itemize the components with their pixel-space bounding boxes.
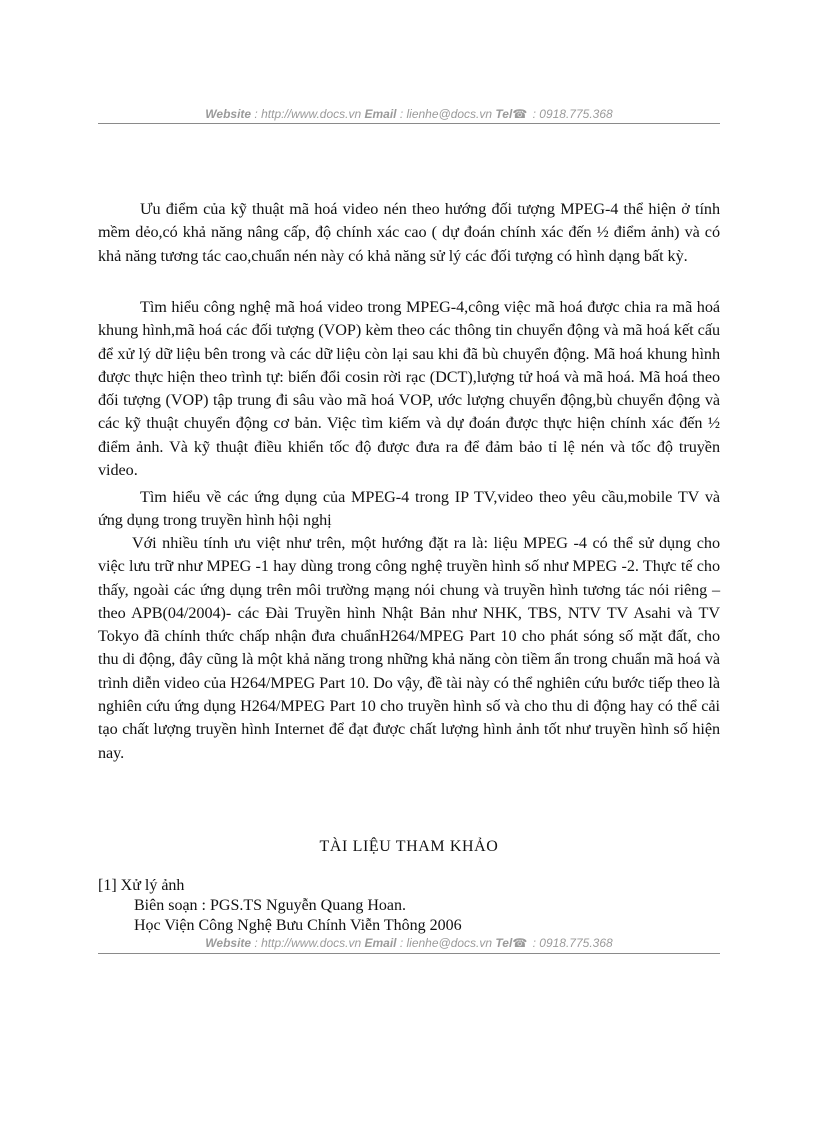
tel-label: Tel bbox=[495, 107, 513, 121]
reference-item-author: Biên soạn : PGS.TS Nguyễn Quang Hoan. bbox=[134, 897, 406, 914]
paragraph-coding-technology: Tìm hiểu công nghệ mã hoá video trong MPEG-4,công việc mã hoá được chia ra mã hoá khung hình,mã hoá các đối tượng (VOP) kèm theo các thông tin chuyển động và mã hoá kết cấu để xử lý dữ liệu bên trong và các dữ liệu còn lại sau khi đã bù chuyển động. Mã hoá khung hình được thực hiện theo trình tự: biến đổi cosin rời rạc (DCT),lượng tử hoá và mã hoá. Mã hoá theo đối tượng (VOP) tập trung đi sâu vào mã hoá VOP, ước lượng chuyển động,bù chuyển động và các kỹ thuật chuyển động cơ bản. Việc tìm kiếm và dự đoán được thực hiện chính xác đến ½ điểm ảnh. Và kỹ thuật điều khiển tốc độ được đưa ra để đảm bảo tỉ lệ nén và tốc độ truyền video. bbox=[98, 298, 720, 480]
header-divider bbox=[98, 123, 720, 124]
phone-icon bbox=[512, 107, 529, 121]
website-value: : http://www.docs.vn bbox=[251, 107, 365, 121]
paragraph-conclusion: Với nhiều tính ưu việt như trên, một hướng đặt ra là: liệu MPEG -4 có thể sử dụng cho việc lưu trữ như MPEG -1 hay dùng trong công nghệ truyền hình số như MPEG -2. Thực tế cho thấy, ngoài các ứng dụng trên môi trường mạng nói chung và truyền hình tương tác nói riêng – theo APB(04/2004)- các Đài Truyền hình Nhật Bản như NHK, TBS, NTV TV Asahi và TV Tokyo đã chính thức chấp nhận đưa chuẩnH264/MPEG Part 10 cho phát sóng số mặt đất, cho thu di động, đây cũng là một khả năng trong những khả năng còn tiềm ẩn trong chuẩn mã hoá và trình diễn video của H264/MPEG Part 10. Do vậy, đề tài này có thể nghiên cứu bước tiếp theo là nghiên cứu ứng dụng H264/MPEG Part 10 cho truyền hình số và cho thu di động hay có thể cải tạo chất lượng truyền hình Internet để đạt được chất lượng hình ảnh tốt như truyền hình số hiện nay. bbox=[98, 534, 720, 762]
email-value: : lienhe@docs.vn bbox=[396, 107, 496, 121]
reference-item-title: [1] Xử lý ảnh bbox=[98, 877, 185, 894]
footer-tel-value: : 0918.775.368 bbox=[529, 936, 613, 950]
paragraph-applications: Tìm hiểu về các ứng dụng của MPEG-4 trong IP TV,video theo yêu cầu,mobile TV và ứng dụng trong truyền hình hội nghị bbox=[98, 488, 720, 530]
footer-email-value: : lienhe@docs.vn bbox=[396, 936, 496, 950]
paragraph-advantages: Ưu điểm của kỹ thuật mã hoá video nén theo hướng đối tượng MPEG-4 thể hiện ở tính mềm dẻo,có khả năng nâng cấp, độ chính xác cao ( dự đoán chính xác đến ½ điểm ảnh) và có khả năng tương tác cao,chuẩn nén này có khả năng sử lý các đối tượng có hình dạng bất kỳ. bbox=[98, 200, 720, 265]
references-heading: TÀI LIỆU THAM KHẢO bbox=[319, 838, 499, 855]
footer-email-label: Email bbox=[364, 936, 397, 950]
tel-value: : 0918.775.368 bbox=[529, 107, 613, 121]
page-footer bbox=[98, 936, 720, 950]
reference-item-publisher: Học Viện Công Nghệ Bưu Chính Viễn Thông 2006 bbox=[134, 917, 462, 934]
website-label: Website bbox=[205, 107, 252, 121]
footer-website-label: Website bbox=[205, 936, 252, 950]
footer-tel-label: Tel bbox=[495, 936, 513, 950]
page-header bbox=[98, 107, 720, 121]
footer-divider bbox=[98, 953, 720, 954]
footer-website-value: : http://www.docs.vn bbox=[251, 936, 365, 950]
footer-phone-icon bbox=[512, 936, 529, 950]
email-label: Email bbox=[364, 107, 397, 121]
